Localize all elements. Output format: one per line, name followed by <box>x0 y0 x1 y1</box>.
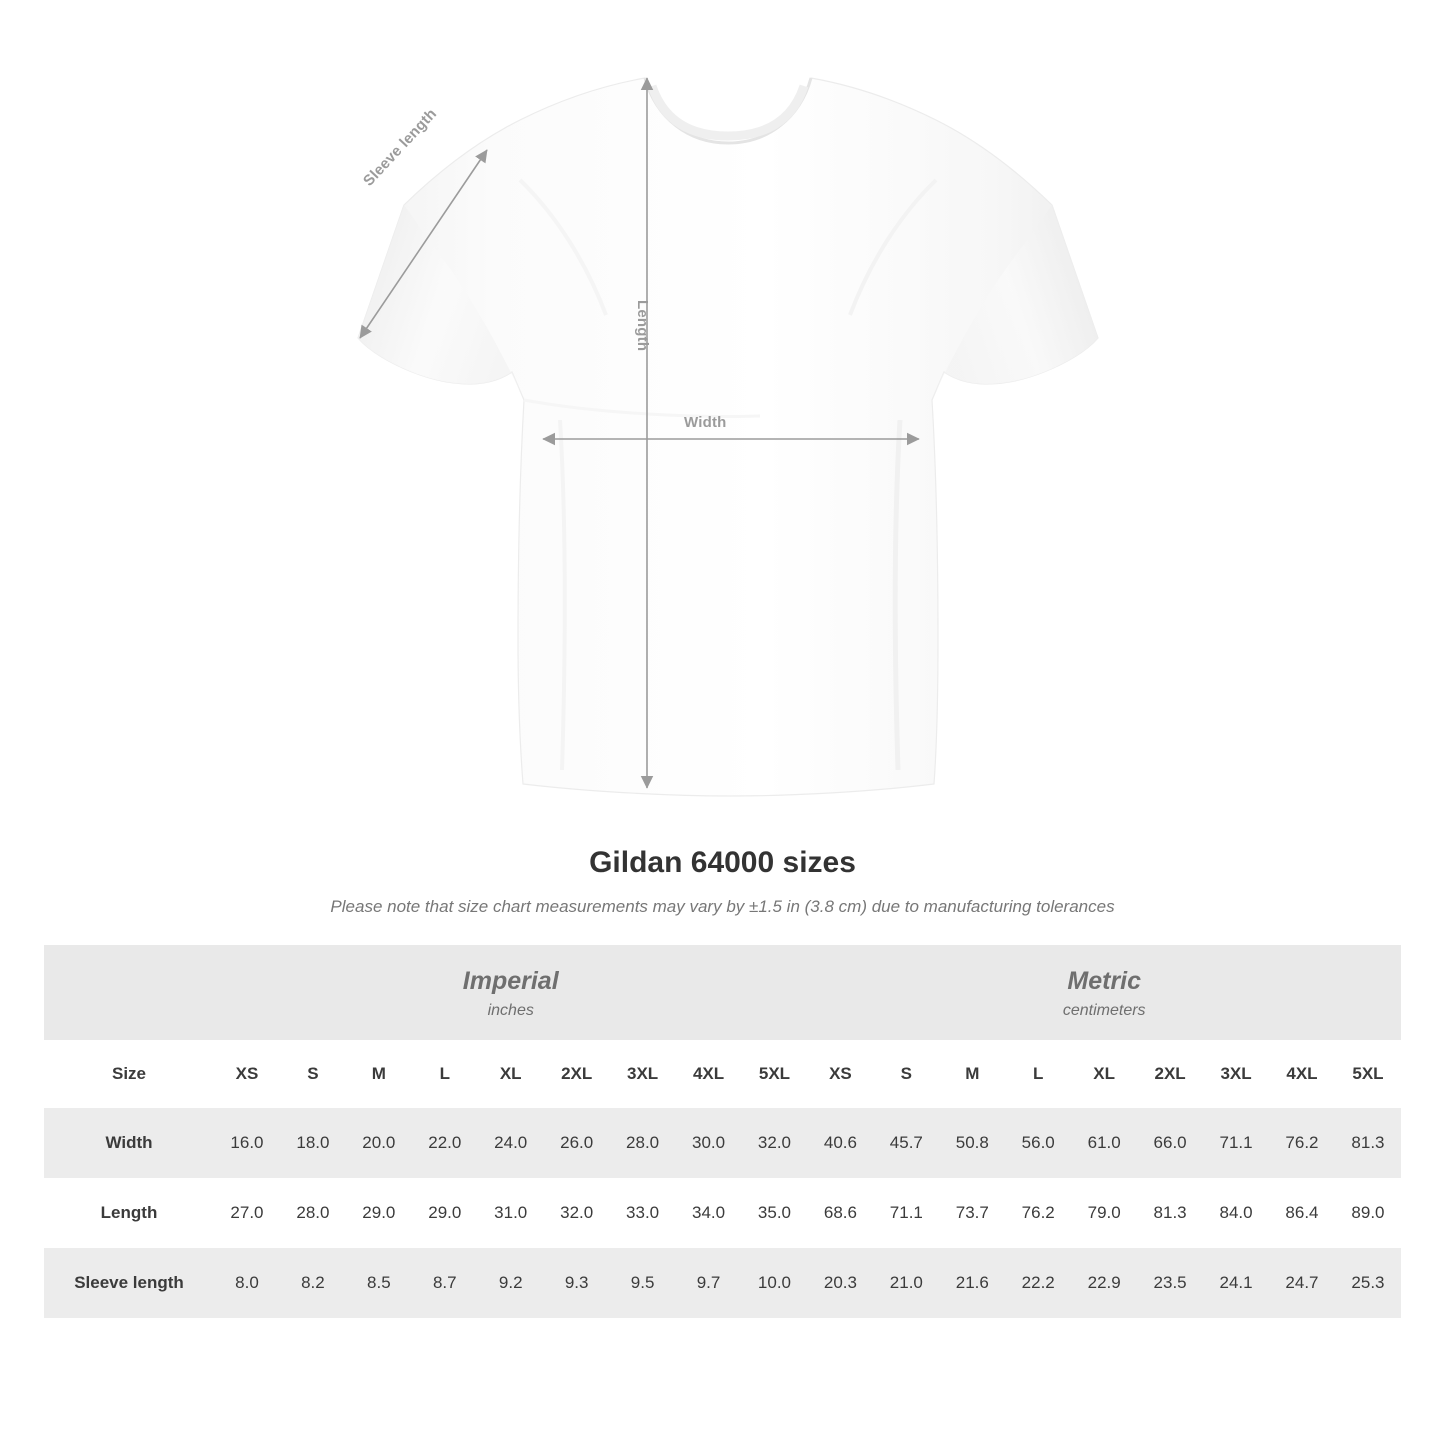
system-header-cell <box>214 945 807 1040</box>
measurement-cell: 9.5 <box>610 1248 676 1318</box>
size-column-header: XS <box>214 1040 280 1108</box>
size-column-header: M <box>346 1040 412 1108</box>
system-header-spacer <box>44 945 214 1040</box>
size-column-header: M <box>939 1040 1005 1108</box>
measurement-cell: 10.0 <box>742 1248 808 1318</box>
measurement-cell: 21.0 <box>873 1248 939 1318</box>
width-label: Width <box>684 414 727 431</box>
size-column-header: XL <box>1071 1040 1137 1108</box>
measurement-cell: 66.0 <box>1137 1108 1203 1178</box>
measurement-row-label: Width <box>44 1108 214 1178</box>
measurement-cell: 81.3 <box>1137 1178 1203 1248</box>
measurement-cell: 68.6 <box>807 1178 873 1248</box>
table-row <box>44 1248 1401 1318</box>
measurement-row-label: Sleeve length <box>44 1248 214 1318</box>
measurement-cell: 25.3 <box>1335 1248 1401 1318</box>
measurement-cell: 34.0 <box>676 1178 742 1248</box>
measurement-cell: 22.0 <box>412 1108 478 1178</box>
measurement-cell: 33.0 <box>610 1178 676 1248</box>
size-column-header: 3XL <box>610 1040 676 1108</box>
measurement-cell: 31.0 <box>478 1178 544 1248</box>
measurement-cell: 8.5 <box>346 1248 412 1318</box>
measurement-cell: 22.2 <box>1005 1248 1071 1318</box>
size-header-row <box>44 1040 1401 1108</box>
measurement-cell: 32.0 <box>544 1178 610 1248</box>
size-column-header: S <box>280 1040 346 1108</box>
measurement-cell: 32.0 <box>742 1108 808 1178</box>
size-column-header: XS <box>807 1040 873 1108</box>
table-row <box>44 1178 1401 1248</box>
measurement-cell: 29.0 <box>346 1178 412 1248</box>
measurement-cell: 28.0 <box>280 1178 346 1248</box>
page-title: Gildan 64000 sizes <box>589 846 856 879</box>
measurement-cell: 24.7 <box>1269 1248 1335 1318</box>
tshirt-shape <box>358 78 1098 796</box>
measurement-cell: 20.3 <box>807 1248 873 1318</box>
size-column-header: 5XL <box>742 1040 808 1108</box>
measurement-cell: 35.0 <box>742 1178 808 1248</box>
size-table-wrapper <box>0 945 1445 1318</box>
measurement-cell: 27.0 <box>214 1178 280 1248</box>
measurement-cell: 9.2 <box>478 1248 544 1318</box>
tolerance-note: Please note that size chart measurements may vary by ±1.5 in (3.8 cm) due to manufacturing tolerances <box>330 897 1115 916</box>
measurement-cell: 9.3 <box>544 1248 610 1318</box>
system-name: Metric <box>1067 967 1142 995</box>
measurement-cell: 45.7 <box>873 1108 939 1178</box>
measurement-cell: 76.2 <box>1269 1108 1335 1178</box>
system-unit: centimeters <box>1062 1001 1146 1019</box>
measurement-cell: 8.2 <box>280 1248 346 1318</box>
measurement-cell: 18.0 <box>280 1108 346 1178</box>
measurement-cell: 89.0 <box>1335 1178 1401 1248</box>
length-label: Length <box>634 300 651 352</box>
table-row <box>44 1108 1401 1178</box>
size-column-header: XL <box>478 1040 544 1108</box>
size-column-header: S <box>873 1040 939 1108</box>
measurement-cell: 22.9 <box>1071 1248 1137 1318</box>
measurement-cell: 50.8 <box>939 1108 1005 1178</box>
measurement-cell: 26.0 <box>544 1108 610 1178</box>
measurement-cell: 76.2 <box>1005 1178 1071 1248</box>
measurement-cell: 56.0 <box>1005 1108 1071 1178</box>
measurement-cell: 84.0 <box>1203 1178 1269 1248</box>
measurement-cell: 40.6 <box>807 1108 873 1178</box>
title-block <box>0 846 1445 917</box>
size-column-header: 5XL <box>1335 1040 1401 1108</box>
measurement-cell: 24.1 <box>1203 1248 1269 1318</box>
measurement-cell: 73.7 <box>939 1178 1005 1248</box>
system-name: Imperial <box>462 967 559 995</box>
measurement-cell: 16.0 <box>214 1108 280 1178</box>
measurement-cell: 71.1 <box>1203 1108 1269 1178</box>
measurement-cell: 21.6 <box>939 1248 1005 1318</box>
measurement-cell: 28.0 <box>610 1108 676 1178</box>
measurement-cell: 20.0 <box>346 1108 412 1178</box>
size-column-header: 4XL <box>676 1040 742 1108</box>
system-header-row <box>44 945 1401 1040</box>
measurement-cell: 8.7 <box>412 1248 478 1318</box>
size-column-header: L <box>412 1040 478 1108</box>
measurement-cell: 9.7 <box>676 1248 742 1318</box>
measurement-cell: 61.0 <box>1071 1108 1137 1178</box>
measurement-cell: 79.0 <box>1071 1178 1137 1248</box>
measurement-cell: 30.0 <box>676 1108 742 1178</box>
size-column-header: 3XL <box>1203 1040 1269 1108</box>
system-header-cell <box>807 945 1401 1040</box>
measurement-cell: 8.0 <box>214 1248 280 1318</box>
size-column-header: 4XL <box>1269 1040 1335 1108</box>
measurement-cell: 86.4 <box>1269 1178 1335 1248</box>
size-row-header: Size <box>44 1040 214 1108</box>
measurement-cell: 23.5 <box>1137 1248 1203 1318</box>
system-unit: inches <box>487 1001 534 1019</box>
measurement-cell: 29.0 <box>412 1178 478 1248</box>
sleeve-length-label: Sleeve length <box>360 105 441 190</box>
measurement-cell: 81.3 <box>1335 1108 1401 1178</box>
size-table <box>44 945 1401 1318</box>
size-column-header: 2XL <box>544 1040 610 1108</box>
size-column-header: L <box>1005 1040 1071 1108</box>
size-column-header: 2XL <box>1137 1040 1203 1108</box>
measurement-row-label: Length <box>44 1178 214 1248</box>
measurement-cell: 24.0 <box>478 1108 544 1178</box>
measurement-cell: 71.1 <box>873 1178 939 1248</box>
